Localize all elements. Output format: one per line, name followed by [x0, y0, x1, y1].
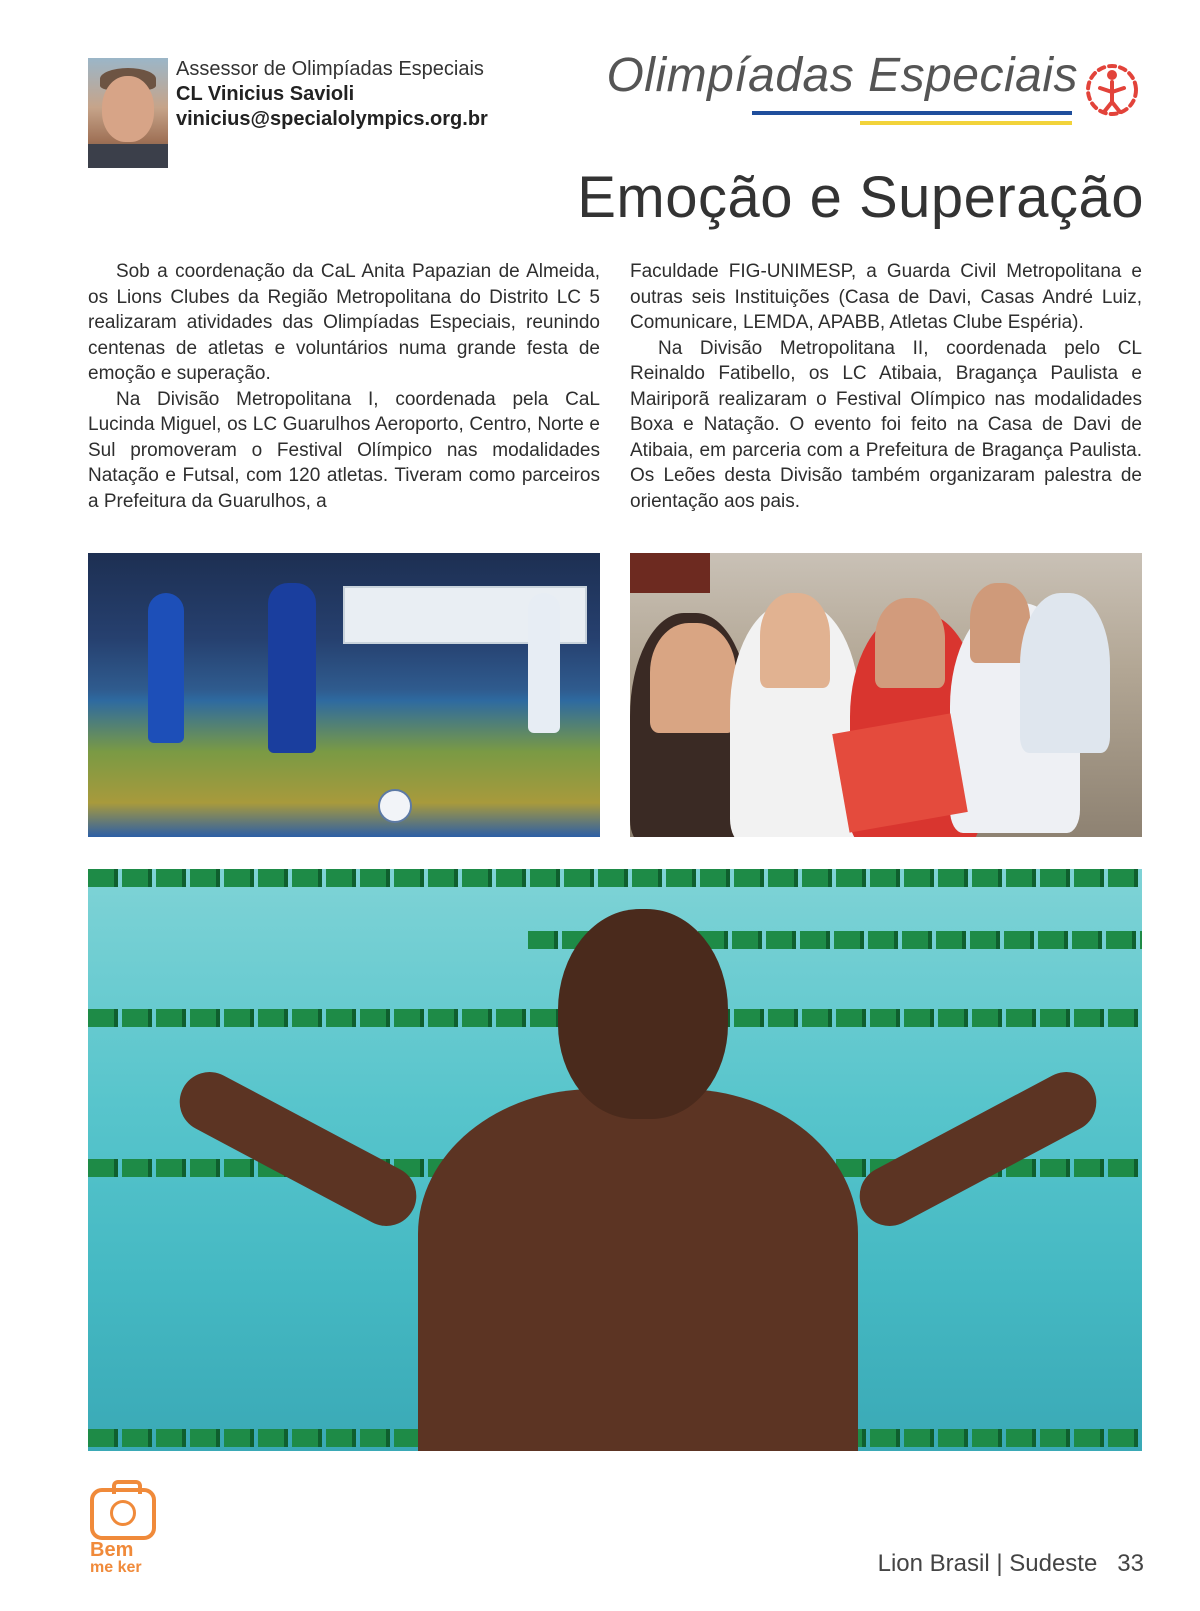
article-column-left	[88, 259, 600, 514]
section-rule-blue	[752, 111, 1072, 115]
article-column-right	[630, 259, 1142, 514]
credit-line2: me ker	[90, 1559, 142, 1576]
author-name: CL Vinicius Savioli	[176, 83, 355, 105]
credit-line1: Bem	[90, 1539, 134, 1561]
section-rule-yellow	[860, 121, 1072, 125]
headline: Emoção e Superação	[577, 165, 1144, 230]
author-email: vinicius@specialolympics.org.br	[176, 108, 488, 130]
paragraph: Na Divisão Metropolitana I, coordenada pela CaL Lucinda Miguel, os LC Guarulhos Aeroporto, Centro, Norte e Sul promoveram o Festival Olímpico nas modalidades Natação e Futsal, com 120 atletas. Tiveram como parceiros a Prefeitura da Guarulhos, a	[88, 388, 600, 512]
section-title: Olimpíadas Especiais	[606, 49, 1078, 102]
author-photo	[88, 58, 168, 168]
camera-icon	[90, 1488, 156, 1540]
paragraph: Faculdade FIG-UNIMESP, a Guarda Civil Metropolitana e outras seis Instituições (Casa de Davi, Casas André Luiz, Comunicare, LEMDA, APABB, Atletas Clube Espéria).	[630, 261, 1142, 333]
photo-swimmer	[88, 869, 1142, 1451]
photo-futsal-match	[88, 553, 600, 837]
paragraph: Na Divisão Metropolitana II, coordenada pelo CL Reinaldo Fatibello, os LC Atibaia, Bragança Paulista e Mairiporã realizaram o Festival Olímpico nas modalidades Boxa e Natação. O evento foi feito na Casa de Davi de Atibaia, em parceria com a Prefeitura de Bragança Paulista. Os Leões desta Divisão também organizaram palestra de orientação aos pais.	[630, 337, 1142, 512]
author-role: Assessor de Olimpíadas Especiais	[176, 58, 484, 80]
photo-credit-logo	[88, 1478, 158, 1578]
special-olympics-logo-icon	[1080, 58, 1144, 122]
paragraph: Sob a coordenação da CaL Anita Papazian de Almeida, os Lions Clubes da Região Metropolitana do Distrito LC 5 realizaram atividades das Olimpíadas Especiais, reunindo centenas de atletas e voluntários numa grande festa de emoção e superação.	[88, 261, 600, 384]
photo-lions-group	[630, 553, 1142, 837]
page-footer: Lion Brasil | Sudeste 33	[877, 1550, 1144, 1577]
